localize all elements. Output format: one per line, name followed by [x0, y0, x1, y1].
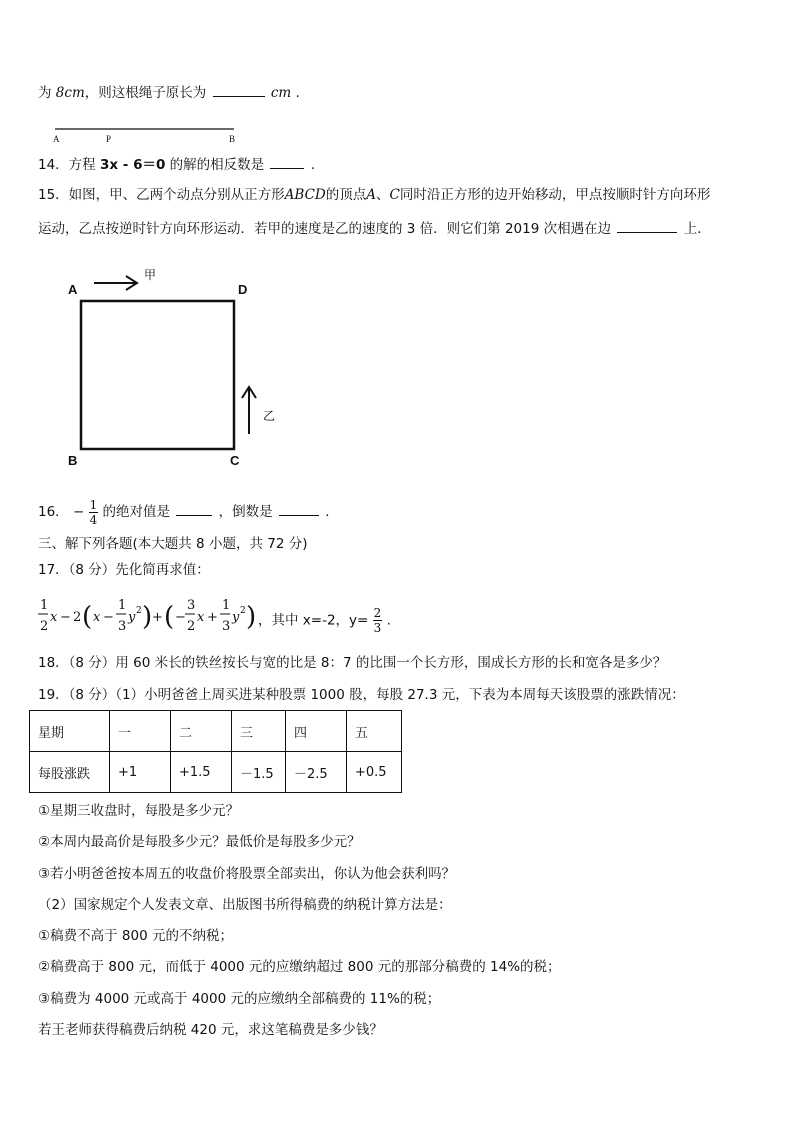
q16-minus: −: [72, 504, 85, 520]
table-cell: 每股涨跌: [30, 752, 110, 793]
q15-answer-blank[interactable]: [617, 218, 677, 233]
svg-text:x: x: [197, 610, 205, 625]
q15-sep: 、: [376, 187, 390, 203]
question-14: [38, 154, 315, 174]
square-abcd: [81, 301, 234, 449]
q15-square-name: ABCD: [284, 187, 326, 203]
svg-text:3: 3: [222, 619, 231, 634]
square-diagram: [60, 262, 290, 472]
q16-reciprocal-blank[interactable]: [279, 501, 319, 516]
svg-text:y: y: [128, 610, 136, 625]
table-cell: 五: [347, 711, 402, 752]
q13-tail-line: [38, 82, 300, 102]
table-cell: 二: [171, 711, 232, 752]
q15-text-d: 运动，乙点按逆时针方向环形运动．若甲的速度是乙的速度的 3 倍．则它们第 2019 次相遇在边: [38, 221, 612, 237]
table-cell: +1.5: [171, 752, 232, 793]
q19-sub-3: ③若小明爸爸按本周五的收盘价将股票全部卖出，你认为他会获利吗？: [38, 866, 456, 882]
q19-rule-1: ①稿费不高于 800 元的不纳税；: [38, 928, 233, 944]
q15-text-a: 15．如图，甲、乙两个动点分别从正方形: [38, 187, 285, 203]
q19-intro: 19．（8 分）（1）小明爸爸上周买进某种股票 1000 股，每股 27.3 元，下表为本周每天该股票的涨跌情况：: [38, 687, 685, 703]
q19-part-2: （2）国家规定个人发表文章、出版图书所得稿费的纳税计算方法是：: [38, 897, 452, 913]
q17-y-num: 2: [373, 606, 382, 620]
q17-condition: [258, 606, 391, 635]
table-cell: +1: [110, 752, 171, 793]
q19-sub-1: ①星期三收盘时，每股是多少元？: [38, 803, 240, 819]
svg-text:): ): [246, 602, 257, 632]
question-15-line-1: [38, 186, 710, 204]
q16-text-1: 的绝对值是: [102, 504, 171, 520]
segment-label-a: A: [53, 134, 60, 144]
svg-text:1: 1: [40, 598, 49, 613]
svg-text:2: 2: [73, 610, 82, 625]
q16-text-2: ，倒数是: [218, 504, 273, 520]
svg-text:+: +: [152, 610, 163, 625]
table-cell: 三: [232, 711, 286, 752]
svg-text:−: −: [175, 610, 186, 625]
table-cell: －2.5: [286, 752, 347, 793]
q17-end: .: [386, 612, 391, 629]
q13-answer-blank[interactable]: [213, 82, 265, 97]
yi-arrow-icon: [242, 387, 256, 434]
vertex-label-a: A: [68, 282, 78, 297]
svg-text:): ): [142, 602, 153, 632]
q16-abs-blank[interactable]: [176, 501, 212, 516]
vertex-label-c: C: [230, 453, 240, 468]
svg-text:+: +: [207, 610, 218, 625]
question-16: [38, 494, 330, 530]
table-cell: －1.5: [232, 752, 286, 793]
q15-vertex-c: C: [389, 187, 400, 203]
q14-answer-blank[interactable]: [270, 154, 304, 169]
q15-vertex-a: A: [366, 187, 377, 203]
table-row: [30, 752, 402, 793]
q16-number: 16．: [38, 504, 69, 520]
question-15-line-2: [38, 218, 711, 238]
q14-equation: 3x - 6＝0: [99, 157, 166, 173]
q17-y-fraction: [373, 606, 383, 635]
jia-arrow-icon: [94, 276, 137, 290]
q13-value: 8cm: [55, 85, 85, 101]
question-18: 18．（8 分）用 60 米长的铁丝按长与宽的比是 8：7 的比围一个长方形，围成长方形的长和宽各是多少？: [38, 655, 667, 671]
svg-text:3: 3: [187, 598, 196, 613]
q15-text-b: 的顶点: [325, 187, 367, 203]
q17-formula: [36, 594, 476, 640]
svg-text:2: 2: [187, 619, 196, 634]
q19-rule-3: ③稿费为 4000 元或高于 4000 元的应缴纳全部稿费的 11%的税；: [38, 991, 441, 1007]
table-cell: 一: [110, 711, 171, 752]
segment-line: [50, 124, 240, 134]
q19-sub-2: ②本周内最高价是每股多少元？最低价是每股多少元？: [38, 834, 361, 850]
label-yi: 乙: [263, 409, 276, 423]
q16-frac-num: 1: [89, 497, 98, 512]
segment-label-b: B: [229, 134, 236, 144]
svg-text:3: 3: [118, 619, 127, 634]
q17-title: 17．（8 分）先化简再求值：: [38, 562, 210, 578]
q14-prefix: 14．方程: [38, 157, 96, 173]
vertex-label-b: B: [68, 453, 78, 468]
svg-text:2: 2: [40, 619, 49, 634]
q16-fraction: [89, 498, 99, 527]
q14-end: .: [310, 157, 316, 173]
q13-prefix: 为: [38, 85, 52, 101]
svg-text:y: y: [232, 610, 240, 625]
svg-text:1: 1: [118, 598, 127, 613]
q19-rule-2: ②稿费高于 800 元，而低于 4000 元的应缴纳超过 800 元的那部分稿费的 14%的税；: [38, 959, 561, 975]
q19-question: 若王老师获得稿费后纳税 420 元，求这笔稿费是多少钱？: [38, 1022, 383, 1038]
section-3-heading: 三、解下列各题(本大题共 8 小题，共 72 分): [38, 536, 308, 552]
q15-text-e: 上．: [683, 221, 711, 237]
svg-text:−: −: [60, 610, 71, 625]
svg-text:(: (: [164, 602, 175, 632]
svg-text:−: −: [103, 610, 114, 625]
q13-unit: cm: [270, 85, 292, 101]
svg-text:1: 1: [222, 598, 231, 613]
svg-text:2: 2: [240, 606, 246, 616]
q17-y-den: 3: [373, 621, 382, 635]
table-cell: 星期: [30, 711, 110, 752]
svg-text:x: x: [93, 610, 101, 625]
table-cell: 四: [286, 711, 347, 752]
svg-text:x: x: [50, 610, 58, 625]
q15-text-c: 同时沿正方形的边开始移动，甲点按顺时针方向环形: [399, 187, 711, 203]
q16-frac-den: 4: [89, 512, 98, 527]
table-header-row: [30, 711, 402, 752]
q17-condition-text: ，其中 x=-2，y=: [258, 612, 369, 629]
segment-label-p: P: [106, 134, 112, 144]
q13-middle: ，则这根绳子原长为: [84, 85, 207, 101]
q14-suffix: 的解的相反数是: [169, 157, 265, 173]
table-cell: +0.5: [347, 752, 402, 793]
q16-end: .: [325, 504, 330, 520]
q13-end: .: [295, 85, 300, 101]
stock-change-table: [29, 710, 402, 793]
svg-text:2: 2: [136, 606, 142, 616]
label-jia: 甲: [144, 268, 157, 282]
q17-expression: [36, 594, 476, 644]
vertex-label-d: D: [238, 282, 248, 297]
svg-text:(: (: [82, 602, 93, 632]
